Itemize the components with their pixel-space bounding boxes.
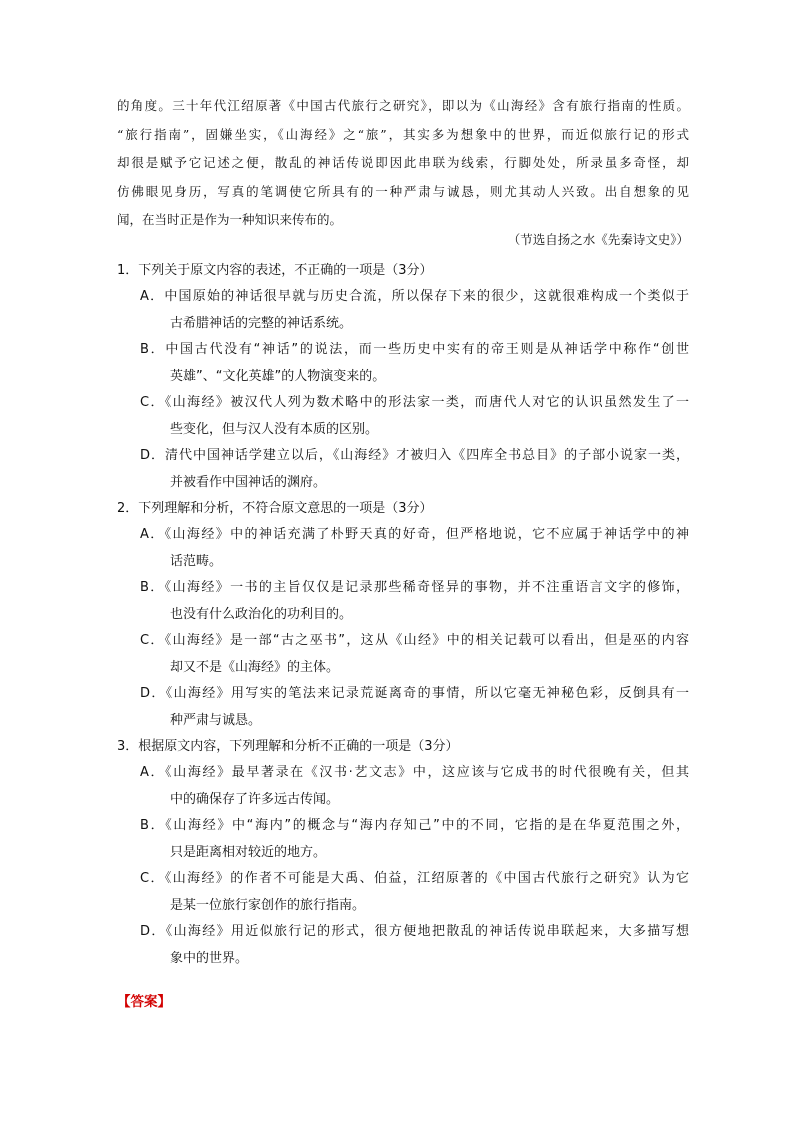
option-d-continued: 象中的世界。 xyxy=(170,950,249,966)
answer-label: 【答案】 xyxy=(117,994,171,1010)
option-d: D．清代中国神话学建立以后，《山海经》才被归入《四库全书总目》的子部小说家一类， xyxy=(140,448,689,463)
option-b-continued: 只是距离相对较近的地方。 xyxy=(170,844,327,860)
question-stem: 1．下列关于原文内容的表述，不正确的一项是（3分） xyxy=(117,263,433,278)
question-1 xyxy=(117,258,689,496)
option-c-continued: 却又不是《山海经》的主体。 xyxy=(170,659,340,675)
option-b: B．《山海经》一书的主旨仅仅是记录那些稀奇怪异的事物，并不注重语言文字的修饰， xyxy=(140,580,689,595)
option-c: C．《山海经》的作者不可能是大禹、伯益，江绍原著的《中国古代旅行之研究》认为它 xyxy=(140,871,689,886)
option-a: A．中国原始的神话很早就与历史合流，所以保存下来的很少，这就很难构成一个类似于 xyxy=(140,289,689,304)
option-b: B．《山海经》中“海内”的概念与“海内存知己”中的不同，它指的是在华夏范围之外， xyxy=(140,818,689,833)
question-list xyxy=(117,258,689,972)
option-c: C．《山海经》被汉代人列为数术略中的形法家一类，而唐代人对它的认识虽然发生了一 xyxy=(140,395,689,410)
option-d-continued: 种严肃与诚恳。 xyxy=(170,712,262,728)
option-a: A．《山海经》最早著录在《汉书·艺文志》中，这应该与它成书的时代很晚有关，但其 xyxy=(140,765,689,780)
option-d: D．《山海经》用近似旅行记的形式，很方便地把散乱的神话传说串联起来，大多描写想 xyxy=(140,924,689,939)
question-stem: 3．根据原文内容，下列理解和分析不正确的一项是（3分） xyxy=(117,739,459,754)
option-a-continued: 话范畴。 xyxy=(170,553,223,569)
question-2 xyxy=(117,496,689,734)
option-a-continued: 古希腊神话的完整的神话系统。 xyxy=(170,315,353,331)
option-d: D．《山海经》用写实的笔法来记录荒诞离奇的事情，所以它毫无神秘色彩，反倒具有一 xyxy=(140,686,689,701)
option-d-continued: 并被看作中国神话的渊府。 xyxy=(170,474,327,490)
passage-line: 的角度。三十年代江绍原著《中国古代旅行之研究》，即以为《山海经》含有旅行指南的性质。 xyxy=(117,98,689,113)
passage-line: 却很是赋予它记述之便，散乱的神话传说即因此串联为线索，行脚处处，所录虽多奇怪，却 xyxy=(117,155,689,171)
question-3 xyxy=(117,734,689,972)
option-a: A．《山海经》中的神话充满了朴野天真的好奇，但严格地说，它不应属于神话学中的神 xyxy=(140,527,689,542)
passage-line: “旅行指南”，固嫌坐实，《山海经》之“旅”，其实多为想象中的世界，而近似旅行记的形式 xyxy=(117,126,689,142)
option-c-continued: 是某一位旅行家创作的旅行指南。 xyxy=(170,897,366,913)
question-stem: 2．下列理解和分析，不符合原文意思的一项是（3分） xyxy=(117,501,433,516)
passage-line: 仿佛眼见身历，写真的笔调使它所具有的一种严肃与诚恳，则尤其动人兴致。出自想象的见 xyxy=(117,183,689,199)
passage-excerpt xyxy=(117,92,689,235)
passage-line: 闻，在当时正是作为一种知识来传布的。 xyxy=(117,212,343,228)
option-c: C．《山海经》是一部“古之巫书”，这从《山经》中的相关记载可以看出，但是巫的内容 xyxy=(140,633,689,648)
option-b: B．中国古代没有“神话”的说法，而一些历史中实有的帝王则是从神话学中称作“创世 xyxy=(140,342,689,357)
option-b-continued: 也没有什么政治化的功利目的。 xyxy=(170,606,353,622)
source-citation: （节选自扬之水《先秦诗文史》） xyxy=(507,232,689,247)
option-c-continued: 些变化，但与汉人没有本质的区别。 xyxy=(170,421,379,437)
option-a-continued: 中的确保存了许多远古传闻。 xyxy=(170,791,340,807)
option-b-continued: 英雄”、“文化英雄”的人物演变来的。 xyxy=(170,368,386,384)
